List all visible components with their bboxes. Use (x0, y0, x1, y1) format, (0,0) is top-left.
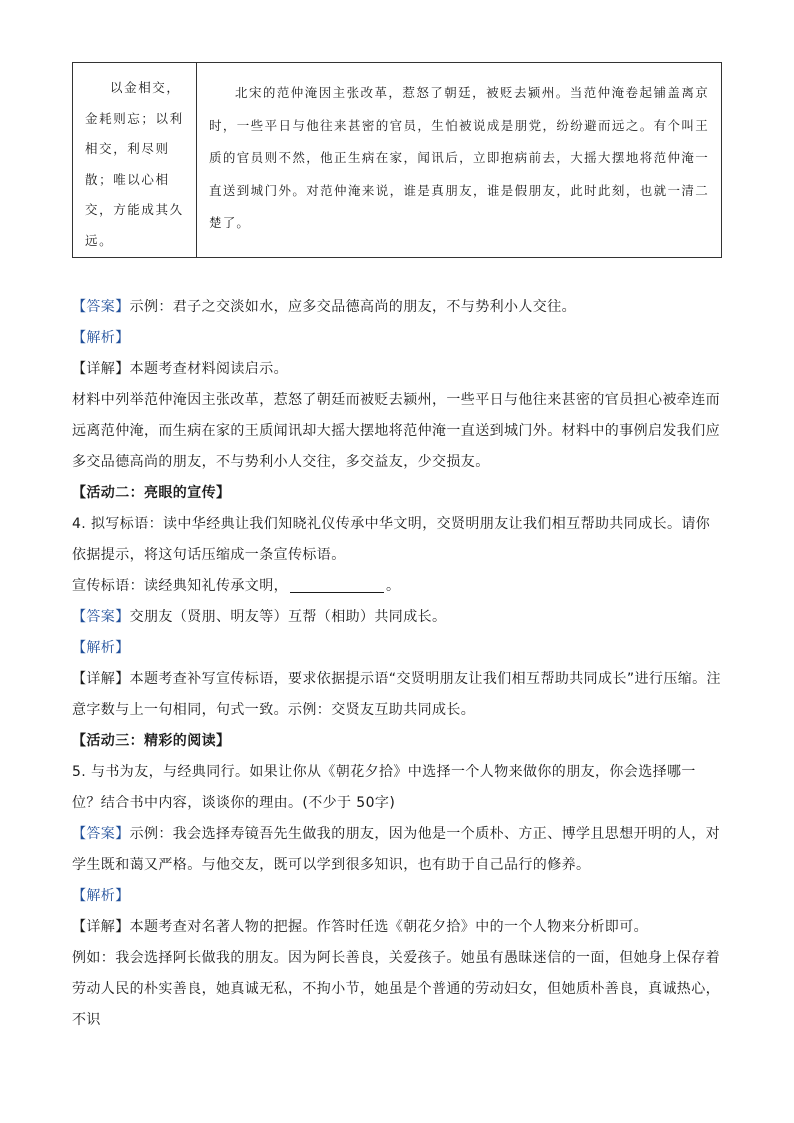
q5-example: 例如：我会选择阿长做我的朋友。因为阿长善良，关爱孩子。她虽有愚昧迷信的一面，但她身上保存着劳动人民的朴实善良，她真诚无私，不拘小节，她虽是个普通的劳动妇女，但她质朴善良，真诚热心，不识 (72, 950, 720, 1028)
answer-label: 【答案】 (72, 609, 130, 625)
slogan-prefix: 宣传标语：读经典知礼传承文明， (72, 578, 288, 594)
q3-detail-text: 本题考查材料阅读启示。 (129, 361, 289, 377)
table-left-cell: 以金相交，金耗则忘；以利相交，利尽则散；唯以心相交，方能成其久远。 (73, 63, 197, 257)
q5-answer-line (72, 819, 722, 881)
q5-question: 5. 与书为友，与经典同行。如果让你从《朝花夕拾》中选择一个人物来做你的朋友，你会选择哪一位？结合书中内容，谈谈你的理由。(不少于 50字) (72, 764, 696, 811)
q4-answer-line (72, 602, 722, 633)
activity2-heading: 【活动二：亮眼的宣传】 (72, 485, 231, 501)
answer-label: 【答案】 (72, 299, 130, 315)
detail-label: 【详解】 (72, 919, 130, 935)
q4-question: 4. 拟写标语：读中华经典让我们知晓礼仪传承中华文明，交贤明朋友让我们相互帮助共同成长。请你依据提示，将这句话压缩成一条宣传标语。 (72, 516, 711, 563)
analysis-label: 【解析】 (72, 330, 130, 346)
detail-label: 【详解】 (72, 671, 130, 687)
q3-answer-line (72, 292, 722, 323)
q3-explanation: 材料中列举范仲淹因主张改革，惹怒了朝廷而被贬去颍州，一些平日与他往来甚密的官员担心被牵连而远离范仲淹，而生病在家的王质闻讯却大摇大摆地将范仲淹一直送到城门外。材料中的事例启发我们应多交品德高尚的朋友，不与势利小人交往，多交益友，少交损友。 (72, 392, 720, 470)
q5-analysis-line (72, 881, 722, 912)
q3-analysis-line (72, 323, 722, 354)
detail-label: 【详解】 (72, 361, 130, 377)
table-right-cell: 北宋的范仲淹因主张改革，惹怒了朝廷，被贬去颍州。当范仲淹卷起铺盖离京时，一些平日与他往来甚密的官员，生怕被说成是朋党，纷纷避而远之。有个叫王质的官员则不然，他正生病在家，闻讯后，立即抱病前去，大摇大摆地将范仲淹一直送到城门外。对范仲淹来说，谁是真朋友，谁是假朋友，此时此刻，也就一清二楚了。 (209, 85, 709, 230)
analysis-label: 【解析】 (72, 640, 130, 656)
q4-detail-line (72, 664, 722, 726)
q5-detail-text: 本题考查对名著人物的把握。作答时任选《朝花夕拾》中的一个人物来分析即可。 (129, 919, 649, 935)
q3-answer-text: 示例：君子之交淡如水，应多交品德高尚的朋友，不与势利小人交往。 (129, 299, 577, 315)
q4-detail-text: 本题考查补写宣传标语，要求依据提示语“交贤明朋友让我们相互帮助共同成长”进行压缩。注意字数与上一句相同，句式一致。示例：交贤友互助共同成长。 (72, 671, 721, 718)
answer-label: 【答案】 (72, 826, 130, 842)
q4-analysis-line (72, 633, 722, 664)
slogan-blank (290, 578, 384, 593)
q5-detail-line (72, 912, 722, 943)
quote-table (72, 62, 722, 258)
activity3-heading: 【活动三：精彩的阅读】 (72, 733, 231, 749)
q5-answer-text: 示例：我会选择寿镜吾先生做我的朋友，因为他是一个质朴、方正、博学且思想开明的人，对学生既和蔼又严格。与他交友，既可以学到很多知识，也有助于自己品行的修养。 (72, 826, 721, 873)
q4-answer-text: 交朋友（贤朋、明友等）互帮（相助）共同成长。 (129, 609, 447, 625)
answer-content (72, 292, 722, 1036)
q4-slogan-line (72, 571, 722, 602)
analysis-label: 【解析】 (72, 888, 130, 904)
slogan-suffix: 。 (386, 578, 401, 594)
q3-detail-line (72, 354, 722, 385)
